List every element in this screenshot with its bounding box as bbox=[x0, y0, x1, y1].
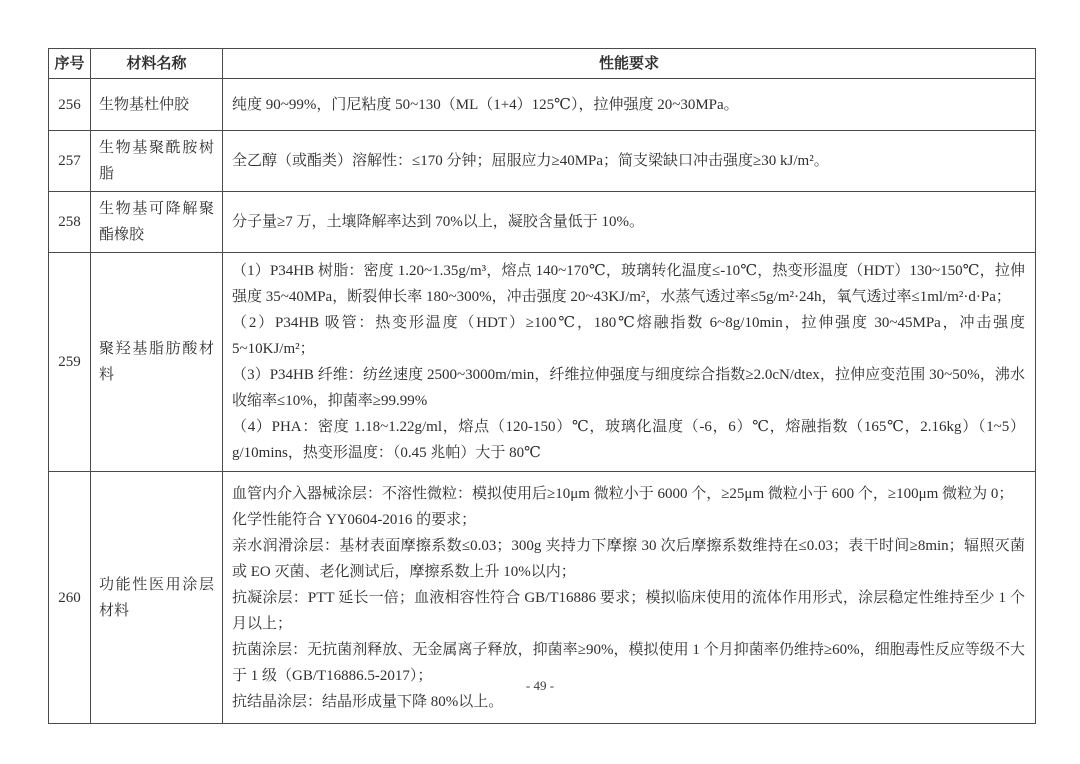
requirement-line: 抗菌涂层：无抗菌剂释放、无金属离子释放，抑菌率≥90%，模拟使用 1 个月抑菌率仍维持≥60%，细胞毒性反应等级不大于 1 级（GB/T16886.5-2017）； bbox=[232, 641, 1025, 684]
row-number: 259 bbox=[49, 253, 91, 472]
table-row bbox=[49, 79, 1036, 131]
requirement-line: （3）P34HB 纤维：纺丝速度 2500~3000m/min，纤维拉伸强度与细度综合指数≥2.0cN/dtex，拉伸应变范围 30~50%，沸水收缩率≤10%，抑菌率≥99.99% bbox=[232, 367, 1025, 409]
header-material-name: 材料名称 bbox=[91, 49, 223, 79]
requirement-line: 化学性能符合 YY0604-2016 的要求； bbox=[232, 511, 477, 528]
requirement-line: （1）P34HB 树脂：密度 1.20~1.35g/m³，熔点 140~170℃，玻璃转化温度≤-10℃，热变形温度（HDT）130~150℃，拉伸强度 35~40MPa，断裂伸长率 180~300%，冲击强度 20~43KJ/m²，水蒸气透过率≤5g/m²·24h，氧气透过率≤1ml/m²·d·Pa； bbox=[232, 263, 1025, 305]
requirement-line: 全乙醇（或酯类）溶解性：≤170 分钟；屈服应力≥40MPa；简支梁缺口冲击强度≥30 kJ/m²。 bbox=[232, 153, 829, 169]
requirement-line: 分子量≥7 万，土壤降解率达到 70%以上，凝胶含量低于 10%。 bbox=[232, 214, 644, 230]
row-number: 256 bbox=[49, 79, 91, 131]
table-header-row bbox=[49, 49, 1036, 79]
materials-table bbox=[48, 48, 1036, 724]
material-name: 聚羟基脂肪酸材料 bbox=[91, 253, 223, 472]
requirement-line: 抗凝涂层：PTT 延长一倍；血液相容性符合 GB/T16886 要求；模拟临床使用的流体作用形式，涂层稳定性维持至少 1 个月以上； bbox=[232, 589, 1025, 632]
page-number: - 49 - bbox=[525, 678, 555, 693]
table-row bbox=[49, 253, 1036, 472]
requirement-cell bbox=[223, 79, 1036, 131]
requirement-line: （2）P34HB 吸管：热变形温度（HDT）≥100℃，180℃熔融指数 6~8g/10min，拉伸强度 30~45MPa，冲击强度 5~10KJ/m²； bbox=[232, 315, 1025, 357]
requirement-line: 亲水润滑涂层：基材表面摩擦系数≤0.03；300g 夹持力下摩擦 30 次后摩擦系数维持在≤0.03；表干时间≥8min；辐照灭菌或 EO 灭菌、老化测试后，摩擦系数上升 10%以内； bbox=[232, 537, 1025, 580]
requirement-cell bbox=[223, 131, 1036, 192]
requirement-cell bbox=[223, 253, 1036, 472]
material-name: 生物基聚酰胺树脂 bbox=[91, 131, 223, 192]
requirement-line: （4）PHA：密度 1.18~1.22g/ml，熔点（120-150）℃，玻璃化温度（-6，6）℃，熔融指数（165℃，2.16kg）（1~5）g/10mins，热变形温度：（0.45 兆帕）大于 80℃ bbox=[232, 419, 1025, 461]
header-serial-number: 序号 bbox=[49, 49, 91, 79]
table-row bbox=[49, 192, 1036, 253]
material-name: 功能性医用涂层材料 bbox=[91, 472, 223, 724]
table-row bbox=[49, 131, 1036, 192]
material-name: 生物基杜仲胶 bbox=[91, 79, 223, 131]
requirement-line: 纯度 90~99%，门尼粘度 50~130（ML（1+4）125℃），拉伸强度 20~30MPa。 bbox=[232, 96, 739, 113]
row-number: 257 bbox=[49, 131, 91, 192]
row-number: 258 bbox=[49, 192, 91, 253]
requirement-line: 血管内介入器械涂层：不溶性微粒：模拟使用后≥10μm 微粒小于 6000 个，≥25μm 微粒小于 600 个，≥100μm 微粒为 0； bbox=[232, 485, 1014, 502]
header-performance-requirements: 性能要求 bbox=[223, 49, 1036, 79]
material-name: 生物基可降解聚酯橡胶 bbox=[91, 192, 223, 253]
row-number: 260 bbox=[49, 472, 91, 724]
requirement-line: 抗结晶涂层：结晶形成量下降 80%以上。 bbox=[232, 693, 504, 710]
requirement-cell bbox=[223, 192, 1036, 253]
